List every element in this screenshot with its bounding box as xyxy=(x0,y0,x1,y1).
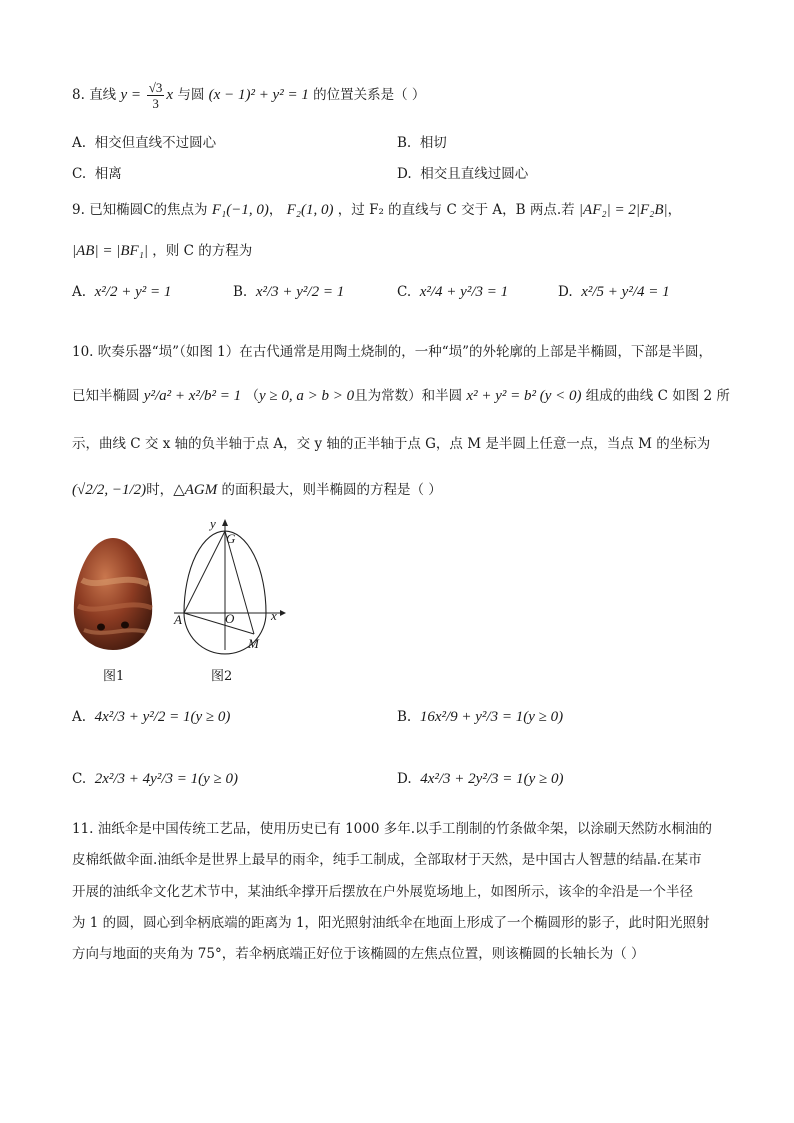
fig2-label-g: G xyxy=(226,531,236,546)
q8-text-b: 与圆 xyxy=(177,86,205,103)
q11-stem-line3: 开展的油纸伞文化艺术节中，某油纸伞撑开后摆放在户外展览场地上，如图所示，该伞的伞沿是一个半径 xyxy=(72,884,693,900)
q11-stem-line5: 方向与地面的夹角为 75°，若伞柄底端正好位于该椭圆的左焦点位置，则该椭圆的长轴长为（ ） xyxy=(72,946,645,962)
q11-stem-line4: 为 1 的圆，圆心到伞柄底端的距离为 1，阳光照射油纸伞在地面上形成了一个椭圆形的影子，此时阳光照射 xyxy=(72,915,710,931)
q10-stem-line3: 示，曲线 C 交 x 轴的负半轴于点 A，交 y 轴的正半轴于点 G，点 M 是半圆上任意一点，当点 M 的坐标为 xyxy=(72,436,711,452)
q9-option-a-eq: x²/2 + y² = 1 xyxy=(94,284,172,300)
q10-circle-equation: x² + y² = b² (y < 0) xyxy=(466,388,582,404)
q8-text-c: 的位置关系是（ ） xyxy=(313,86,426,103)
q9-option-a[interactable]: A. x²/2 + y² = 1 xyxy=(72,284,172,300)
q9-option-d-eq: x²/5 + y²/4 = 1 xyxy=(581,284,670,300)
q11-stem-line1: 11. 油纸伞是中国传统工艺品，使用历史已有 1000 多年.以手工削制的竹条做伞架，以涂刷天然防水桐油的 xyxy=(72,821,713,837)
q11-stem-line2: 皮棉纸做伞面.油纸伞是世界上最早的雨伞，纯手工制成，全部取材于天然，是中国古人智慧的结晶.在某市 xyxy=(72,852,702,868)
fig2-label-x: x xyxy=(271,608,277,623)
q10-stem-line4: (√2/2, −1/2)时，△AGM 的面积最大，则半椭圆的方程是（ ） xyxy=(72,482,442,498)
q8-number: 8. xyxy=(72,86,85,103)
q9-number: 9. xyxy=(72,202,85,218)
q10-option-b-eq: 16x²/9 + y²/3 = 1(y ≥ 0) xyxy=(419,709,564,725)
q8-option-d[interactable]: D. 相交且直线过圆心 xyxy=(397,166,529,182)
q10-triangle: △AGM xyxy=(173,482,218,498)
q11-number: 11. xyxy=(72,821,94,837)
q8-text-a: 直线 xyxy=(89,86,117,103)
q10-option-c-eq: 2x²/3 + 4y²/3 = 1(y ≥ 0) xyxy=(94,771,239,787)
q8-circle-equation: (x − 1)² + y² = 1 xyxy=(208,86,309,103)
q9-option-c[interactable]: C. x²/4 + y²/3 = 1 xyxy=(397,284,509,300)
fig2-caption: 图2 xyxy=(211,669,233,684)
fig2-label-y: y xyxy=(210,516,216,531)
q9-focus-f1: F₁(−1, 0) xyxy=(211,202,269,218)
q8-stem xyxy=(72,80,425,111)
q9-stem-line2: |AB| = |BF₁| ，则 C 的方程为 xyxy=(72,243,253,259)
fig2-label-m: M xyxy=(248,636,259,651)
fig2-label-a: A xyxy=(174,612,182,627)
fig1-caption: 图1 xyxy=(103,669,125,684)
q8-line-equation: y = $\frac{√3}{3}$ x xyxy=(120,80,174,111)
q8-option-b[interactable]: B. 相切 xyxy=(397,135,447,151)
q10-stem-line2: 已知半椭圆 y²/a² + x²/b² = 1 （y ≥ 0, a > b > 0且为常数）和半圆 x² + y² = b² (y < 0) 组成的曲线 C 如图 2 所 xyxy=(72,388,730,404)
q10-option-d-eq: 4x²/3 + 2y²/3 = 1(y ≥ 0) xyxy=(420,771,564,787)
xun-instrument-figure xyxy=(68,532,158,654)
q10-option-a-eq: 4x²/3 + y²/2 = 1(y ≥ 0) xyxy=(94,709,231,725)
q9-condition-1: |AF₂| = 2|F₂B| xyxy=(578,202,668,218)
q10-number: 10. xyxy=(72,344,94,360)
q10-option-a[interactable]: A. 4x²/3 + y²/2 = 1(y ≥ 0) xyxy=(72,709,231,725)
q9-option-b[interactable]: B. x²/3 + y²/2 = 1 xyxy=(233,284,345,300)
q10-point-m: (√2/2, −1/2) xyxy=(72,482,147,498)
q9-condition-2: |AB| = |BF₁| xyxy=(72,243,148,259)
q10-ellipse-equation: y²/a² + x²/b² = 1 xyxy=(143,388,242,404)
q10-option-b[interactable]: B. 16x²/9 + y²/3 = 1(y ≥ 0) xyxy=(397,709,564,725)
q10-stem-line1: 10. 吹奏乐器“埙”（如图 1）在古代通常是用陶土烧制的，一种“埙”的外轮廓的上部是半椭圆，下部是半圆， xyxy=(72,344,713,360)
q9-stem-line1: 9. 已知椭圆C的焦点为 F₁(−1, 0)， F₂(1, 0) ，过 F₂ 的直线与 C 交于 A，B 两点.若 |AF₂| = 2|F₂B|， xyxy=(72,202,682,218)
q10-option-c[interactable]: C. 2x²/3 + 4y²/3 = 1(y ≥ 0) xyxy=(72,771,239,787)
q9-option-d[interactable]: D. x²/5 + y²/4 = 1 xyxy=(558,284,670,300)
q8-option-a[interactable]: A. 相交但直线不过圆心 xyxy=(72,135,217,151)
q10-condition: y ≥ 0, a > b > 0 xyxy=(258,388,355,404)
q9-option-b-eq: x²/3 + y²/2 = 1 xyxy=(255,284,345,300)
q10-option-d[interactable]: D. 4x²/3 + 2y²/3 = 1(y ≥ 0) xyxy=(397,771,564,787)
q9-option-c-eq: x²/4 + y²/3 = 1 xyxy=(419,284,509,300)
q8-option-c[interactable]: C. 相离 xyxy=(72,166,122,182)
fig2-label-o: O xyxy=(225,611,235,626)
q9-focus-f2: F₂(1, 0) xyxy=(286,202,334,218)
